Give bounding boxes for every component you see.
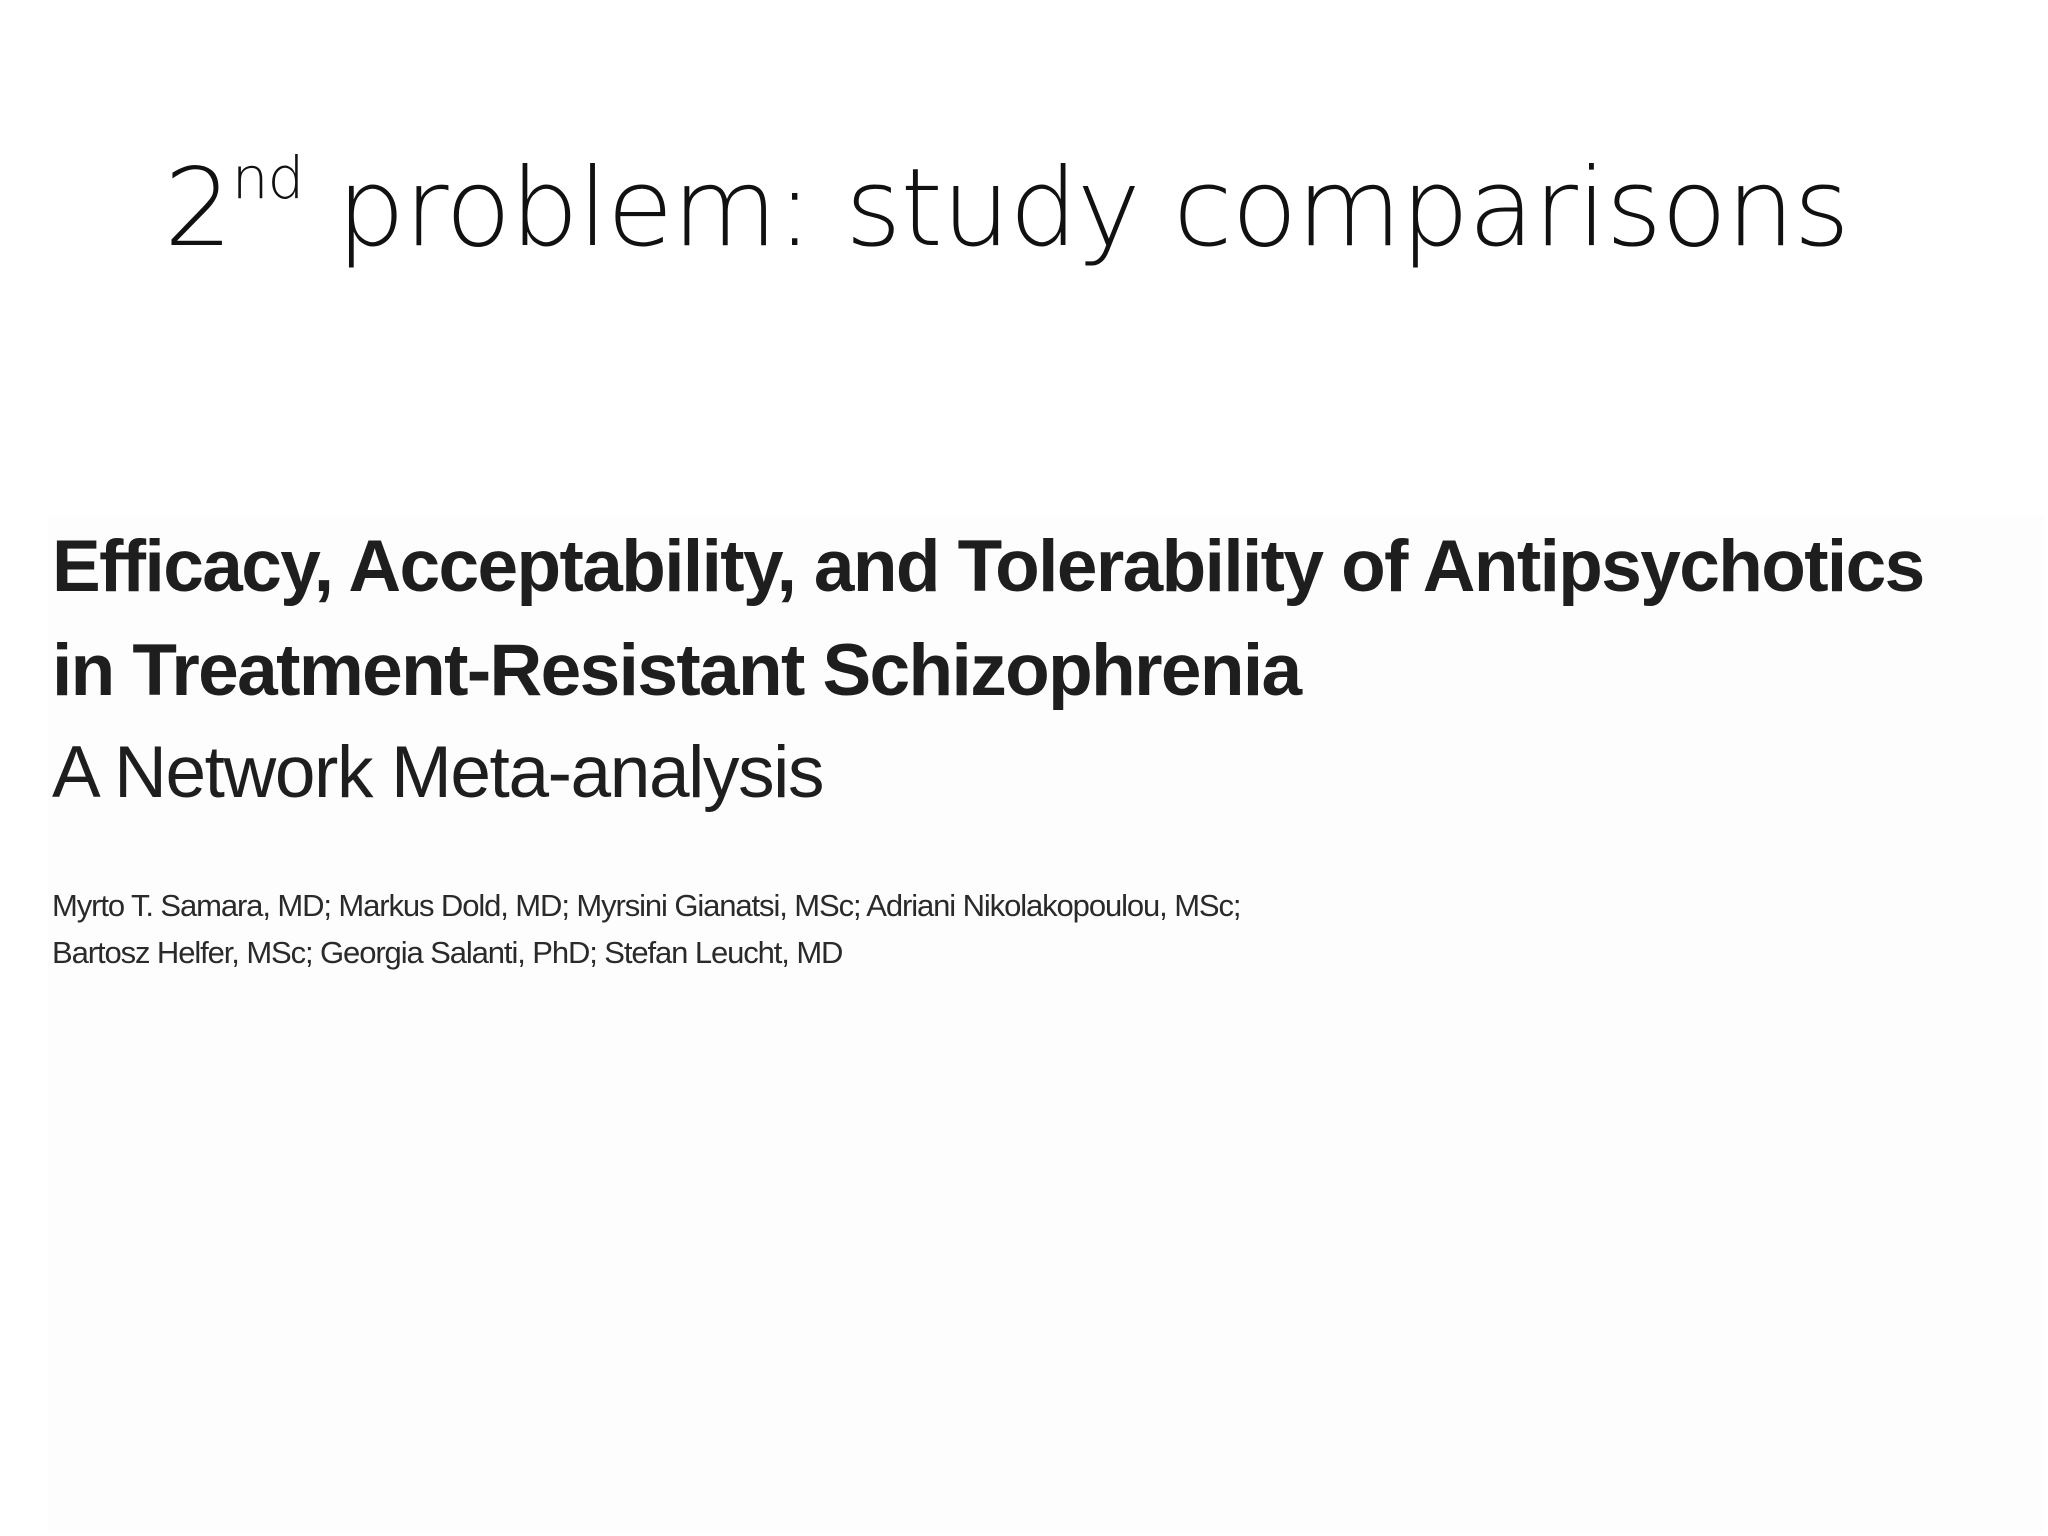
paper-title-line-1: Efficacy, Acceptability, and Tolerability of Antipsychotics xyxy=(52,526,1924,607)
slide-title-number: 2 xyxy=(164,146,232,271)
paper-subtitle: A Network Meta-analysis xyxy=(52,732,824,813)
paper-title-line-2: in Treatment-Resistant Schizophrenia xyxy=(52,630,1301,711)
paper-header-image xyxy=(48,515,2044,1532)
paper-authors xyxy=(52,882,1240,976)
slide-title-text: problem: study comparisons xyxy=(303,146,1849,271)
paper-title xyxy=(52,515,1924,723)
slide-title-ordinal-suffix: nd xyxy=(231,144,304,212)
paper-authors-line-1: Myrto T. Samara, MD; Markus Dold, MD; Myrsini Gianatsi, MSc; Adriani Nikolakopoulou, MSc; xyxy=(52,888,1241,923)
slide-title xyxy=(164,144,1849,271)
paper-authors-line-2: Bartosz Helfer, MSc; Georgia Salanti, PhD; Stefan Leucht, MD xyxy=(52,935,843,970)
